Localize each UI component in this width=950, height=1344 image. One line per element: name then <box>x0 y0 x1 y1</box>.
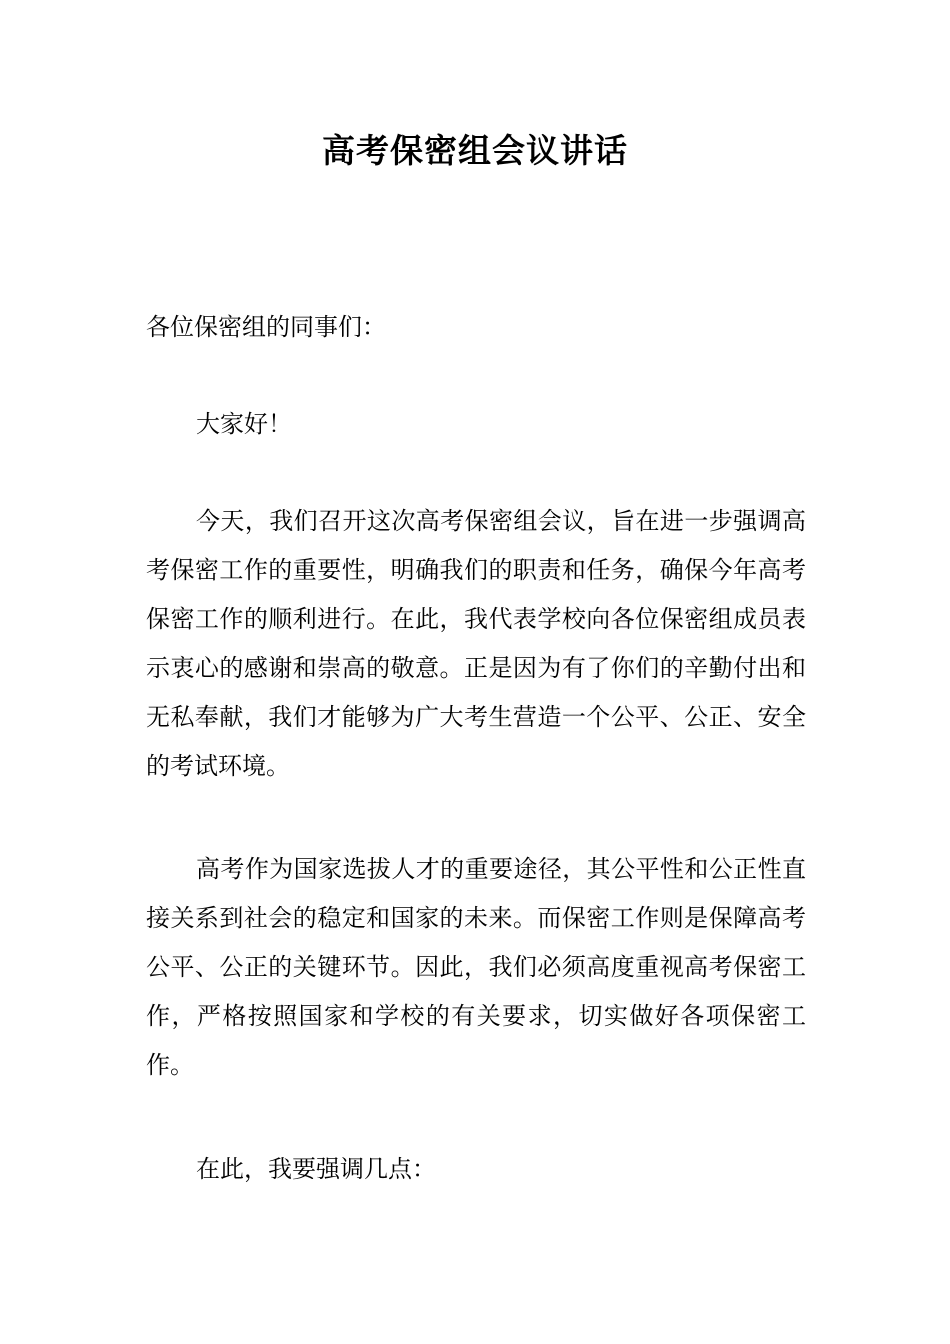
salutation: 各位保密组的同事们： <box>146 313 386 341</box>
body-paragraph: 高考作为国家选拔人才的重要途径，其公平性和公正性直接关系到社会的稳定和国家的未来。而保密工作则是保障高考公平、公正的关键环节。因此，我们必须高度重视高考保密工作，严格按照国家和学校的有关要求，切实做好各项保密工作。 <box>146 855 806 1079</box>
greeting-paragraph: 大家好！ <box>196 410 292 438</box>
document-title: 高考保密组会议讲话 <box>322 131 628 170</box>
body-paragraph: 在此，我要强调几点： <box>196 1155 436 1183</box>
body-paragraph: 今天，我们召开这次高考保密组会议，旨在进一步强调高考保密工作的重要性，明确我们的职责和任务，确保今年高考保密工作的顺利进行。在此，我代表学校向各位保密组成员表示衷心的感谢和崇高的敬意。正是因为有了你们的辛勤付出和无私奉献，我们才能够为广大考生营造一个公平、公正、安全的考试环境。 <box>146 507 806 780</box>
